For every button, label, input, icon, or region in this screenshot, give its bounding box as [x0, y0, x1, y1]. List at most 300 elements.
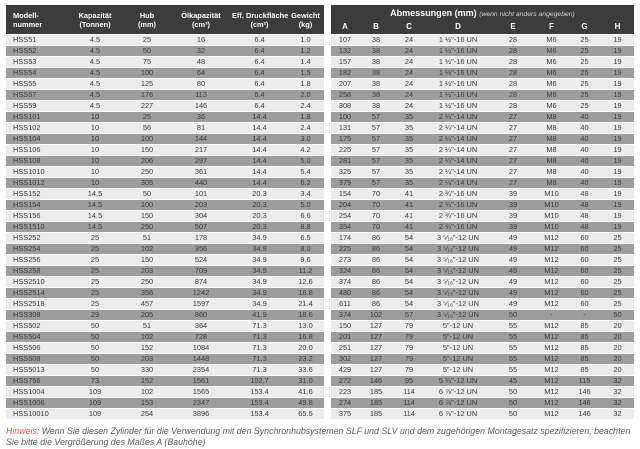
table-cell: 174 [338, 233, 352, 242]
row-spec-cells [6, 222, 324, 232]
table-cell: 150 [140, 255, 154, 264]
table-cell: 25 [90, 299, 100, 308]
table-cell: 32 [613, 409, 622, 418]
table-cell: 153.4 [250, 387, 269, 396]
table-cell: 65.5 [298, 409, 313, 418]
table-cell: 49 [508, 277, 518, 286]
table-cell: 3 ⁵⁄₁₆"-12 UN [437, 299, 479, 308]
table-cell: 20.3 [252, 222, 267, 231]
table-cell: 8.0 [300, 244, 311, 253]
table-cell: 38 [371, 46, 381, 55]
table-row [6, 255, 634, 266]
row-spec-cells [6, 321, 324, 331]
column-header-effective-area [232, 11, 287, 29]
table-cell: M12 [544, 244, 559, 253]
table-cell: 57 [404, 310, 414, 319]
table-cell: 4.5 [89, 90, 101, 99]
table-cell: 153.4 [250, 398, 269, 407]
table-cell: 49 [508, 288, 518, 297]
row-spec-cells [6, 156, 324, 166]
table-cell: 35 [404, 112, 414, 121]
table-cell: 114 [403, 409, 415, 418]
table-cell: 127 [369, 354, 383, 363]
column-header-capacity [66, 11, 124, 29]
table-cell: 6.4 [254, 79, 265, 88]
table-cell: 19 [613, 79, 622, 88]
table-cell: 153 [140, 398, 154, 407]
table-cell: 250 [140, 167, 154, 176]
spec-table [6, 5, 634, 420]
table-cell: M12 [544, 354, 559, 363]
model-number-cell: HSS152 [13, 189, 41, 198]
table-cell: 86 [371, 255, 381, 264]
table-cell: 107 [338, 35, 352, 44]
row-spec-cells [6, 101, 324, 111]
table-cell: 20 [613, 332, 622, 341]
model-number-cell: HSS504 [13, 332, 41, 341]
row-dimension-cells [331, 222, 634, 232]
table-cell: 305 [140, 178, 154, 187]
row-dimension-cells [331, 365, 634, 375]
table-cell: 25 [613, 255, 622, 264]
column-header-line1: Ölkapazität [181, 10, 221, 20]
table-cell: 24 [404, 68, 414, 77]
table-cell: 38 [371, 101, 381, 110]
table-cell: 2 ¼"-14 UN [438, 134, 478, 143]
table-row [6, 123, 634, 134]
table-cell: 38 [371, 79, 381, 88]
table-cell: 152 [140, 343, 154, 352]
table-cell: 6 ⅞"-12 UN [438, 387, 478, 396]
table-cell: M12 [544, 387, 559, 396]
table-row [6, 134, 634, 145]
table-cell: 50 [90, 321, 100, 330]
row-spec-cells [6, 233, 324, 243]
table-cell: 23.2 [298, 354, 313, 363]
table-gap [324, 387, 331, 397]
table-cell: 1.0 [300, 35, 311, 44]
row-spec-cells [6, 387, 324, 397]
table-cell: 54 [404, 277, 414, 286]
table-gap [324, 90, 331, 100]
table-cell: 507 [194, 222, 208, 231]
table-cell: 250 [140, 222, 154, 231]
model-number-cell: HSS1004 [13, 387, 45, 396]
model-number-cell: HSS106 [13, 145, 41, 154]
column-header-line2: (Tonnen) [79, 19, 111, 29]
row-dimension-cells [331, 90, 634, 100]
table-cell: 9.6 [300, 255, 311, 264]
table-cell: 146 [369, 376, 383, 385]
table-gap [324, 46, 331, 56]
table-cell: M6 [546, 101, 557, 110]
row-dimension-cells [331, 354, 634, 364]
table-cell: 34.9 [252, 288, 267, 297]
model-number-cell: HSS57 [13, 90, 37, 99]
model-number-cell: HSS5013 [13, 365, 45, 374]
table-cell: 21.4 [298, 299, 313, 308]
table-cell: 480 [338, 288, 352, 297]
table-cell: 3.4 [300, 189, 311, 198]
table-cell: 40 [580, 134, 589, 143]
table-cell: 2 ¾"-16 UN [438, 189, 478, 198]
row-spec-cells [6, 200, 324, 210]
table-cell: 2 ¾"-16 UN [438, 211, 478, 220]
model-number-cell: HSS55 [13, 79, 37, 88]
table-cell: 19 [613, 222, 622, 231]
table-cell: M12 [544, 365, 559, 374]
table-cell: 14.4 [252, 134, 267, 143]
table-cell: 32 [613, 398, 622, 407]
table-row [6, 288, 634, 299]
table-cell: 1448 [192, 354, 210, 363]
table-cell: 364 [194, 321, 208, 330]
table-gap [324, 233, 331, 243]
table-cell: 2354 [192, 365, 210, 374]
table-cell: 31.0 [298, 376, 313, 385]
table-cell: 132 [338, 46, 352, 55]
table-cell: 41.9 [252, 310, 267, 319]
table-row [6, 233, 634, 244]
table-cell: 115 [578, 376, 591, 385]
table-cell: 127 [369, 343, 383, 352]
row-spec-cells [6, 288, 324, 298]
table-cell: 5.0 [300, 200, 311, 209]
table-cell: 203 [140, 354, 154, 363]
table-cell: 125 [140, 79, 154, 88]
table-cell: 709 [194, 266, 208, 275]
table-cell: 54 [404, 299, 414, 308]
table-cell: 70 [371, 211, 381, 220]
table-row [6, 145, 634, 156]
table-cell: 34.9 [252, 277, 267, 286]
table-cell: 1 ½"-16 UN [438, 101, 478, 110]
row-spec-cells [6, 178, 324, 188]
row-spec-cells [6, 145, 324, 155]
model-number-cell: HSS308 [13, 310, 41, 319]
table-cell: 324 [338, 266, 352, 275]
table-cell: M12 [544, 266, 559, 275]
row-spec-cells [6, 376, 324, 386]
table-row [6, 365, 634, 376]
table-cell: 176 [140, 90, 154, 99]
table-cell: 5"-12 UN [442, 321, 474, 330]
table-cell: 85 [580, 365, 589, 374]
row-dimension-cells [331, 233, 634, 243]
table-cell: 251 [338, 343, 352, 352]
table-cell: 102 [369, 310, 383, 319]
table-cell: 35 [404, 178, 414, 187]
table-cell: 55 [508, 365, 518, 374]
footnote-text: Wenn Sie diesen Zylinder für die Verwendung mit den Synchronhubsystemen SLF und SLV und dem zugehörigen Montagesatz spezifizieren, beachten Sie bitte die Vergrößerung des Maßes A (Bauhöhe) [6, 426, 631, 447]
table-cell: 2 ¼"-14 UN [438, 112, 478, 121]
table-gap [324, 365, 331, 375]
table-cell: M12 [544, 376, 559, 385]
table-cell: 109 [88, 398, 102, 407]
table-cell: 1565 [192, 387, 210, 396]
table-cell: 81 [196, 123, 206, 132]
table-cell: 71.3 [252, 332, 267, 341]
table-cell: 50 [90, 354, 100, 363]
model-number-cell: HSS2518 [13, 299, 45, 308]
table-cell: 50 [508, 398, 518, 407]
table-row [6, 398, 634, 409]
table-cell: 4.5 [89, 57, 101, 66]
table-cell: 25 [90, 266, 100, 275]
table-cell: 56 [142, 123, 152, 132]
table-cell: 32 [196, 46, 206, 55]
table-cell: M8 [546, 167, 557, 176]
table-cell: 14.5 [87, 189, 103, 198]
table-cell: M6 [546, 79, 557, 88]
table-cell: 50 [508, 409, 518, 418]
table-cell: 60 [580, 233, 589, 242]
table-row [6, 376, 634, 387]
table-cell: 41 [404, 189, 414, 198]
table-cell: 34.9 [252, 244, 267, 253]
row-dimension-cells [331, 332, 634, 342]
table-cell: 144 [194, 134, 208, 143]
table-cell: 6.6 [300, 211, 311, 220]
table-cell: 185 [369, 398, 383, 407]
table-cell: 14.4 [252, 178, 267, 187]
table-row [6, 68, 634, 79]
table-cell: 35 [404, 156, 414, 165]
table-cell: 54 [404, 233, 414, 242]
model-number-cell: HSS54 [13, 68, 37, 77]
table-cell: 102 [140, 244, 154, 253]
table-cell: 40 [580, 112, 589, 121]
table-cell: 100 [140, 134, 154, 143]
table-cell: 25 [580, 35, 589, 44]
table-cell: 4.5 [89, 46, 101, 55]
table-cell: 6.4 [254, 101, 265, 110]
table-cell: 2 ¼"-14 UN [438, 178, 478, 187]
table-cell: 79 [404, 321, 414, 330]
model-number-cell: HSS59 [13, 101, 37, 110]
table-cell: 20 [613, 354, 622, 363]
column-header-line1: Hub [139, 10, 155, 20]
table-cell: 35 [404, 167, 414, 176]
table-cell: 6 ⅞"-12 UN [438, 398, 478, 407]
row-dimension-cells [331, 123, 634, 133]
table-cell: 5"-12 UN [442, 343, 474, 352]
table-cell: M12 [544, 255, 559, 264]
table-cell: 80 [196, 79, 206, 88]
row-dimension-cells [331, 134, 634, 144]
table-row [6, 46, 634, 57]
table-cell: 113 [195, 90, 207, 99]
table-cell: 3 ⁵⁄₁₆"-12 UN [437, 233, 479, 242]
model-number-cell: HSS104 [13, 134, 41, 143]
table-cell: 102 [140, 387, 154, 396]
table-cell: M6 [546, 68, 557, 77]
table-cell: 51 [142, 321, 152, 330]
table-cell: 19 [613, 101, 622, 110]
table-cell: 60 [580, 288, 589, 297]
table-cell: 86 [371, 233, 381, 242]
table-cell: 457 [140, 299, 154, 308]
table-cell: 20 [613, 343, 622, 352]
table-cell: M12 [544, 299, 559, 308]
table-cell: 325 [338, 167, 352, 176]
table-cell: 146 [578, 409, 591, 418]
table-gap [324, 299, 331, 309]
table-row [6, 409, 634, 420]
table-cell: 152 [140, 376, 154, 385]
column-header-line1: Modell- [13, 10, 39, 20]
table-cell: 25 [613, 233, 622, 242]
table-cell: 860 [194, 310, 208, 319]
table-gap [324, 266, 331, 276]
model-number-cell: HSS256 [13, 255, 41, 264]
model-number-cell: HSS51 [13, 35, 37, 44]
model-number-cell: HSS506 [13, 343, 41, 352]
table-cell: 50 [508, 310, 518, 319]
table-cell: 79 [404, 365, 414, 374]
row-dimension-cells [331, 288, 634, 298]
table-cell: M6 [546, 35, 557, 44]
table-cell: 1 ½"-16 UN [438, 46, 478, 55]
table-cell: 57 [371, 178, 381, 187]
table-cell: 206 [140, 156, 154, 165]
table-cell: 40 [580, 167, 589, 176]
table-cell: 5"-12 UN [442, 354, 474, 363]
table-cell: M12 [544, 409, 559, 418]
row-spec-cells [6, 112, 324, 122]
table-cell: M8 [546, 145, 557, 154]
table-cell: 19 [613, 200, 622, 209]
table-cell: 38 [371, 57, 381, 66]
row-dimension-cells [331, 244, 634, 254]
table-cell: 19 [613, 68, 622, 77]
table-cell: 73 [90, 376, 100, 385]
table-cell: 281 [338, 156, 352, 165]
table-cell: 60 [580, 266, 589, 275]
table-gap [324, 310, 331, 320]
table-cell: 25 [142, 112, 152, 121]
table-cell: 273 [338, 255, 352, 264]
table-cell: 6.4 [254, 46, 265, 55]
table-cell: - [583, 310, 586, 319]
table-cell: 14.4 [252, 123, 267, 132]
row-dimension-cells [331, 68, 634, 78]
column-header-weight [287, 11, 324, 29]
table-cell: 182 [338, 68, 352, 77]
table-cell: 272 [338, 376, 352, 385]
table-cell: 50 [90, 365, 100, 374]
table-cell: 1242 [192, 288, 210, 297]
table-cell: 27 [508, 167, 518, 176]
row-spec-cells [6, 46, 324, 56]
table-cell: 39 [508, 189, 518, 198]
table-gap [324, 68, 331, 78]
row-dimension-cells [331, 167, 634, 177]
table-cell: 4.5 [89, 79, 101, 88]
table-cell: 64 [196, 68, 206, 77]
table-cell: 55 [508, 332, 518, 341]
table-cell: 28 [508, 35, 518, 44]
table-cell: 1 ½"-16 UN [438, 57, 478, 66]
table-cell: 49 [508, 233, 518, 242]
table-cell: 54 [404, 255, 414, 264]
table-cell: 50 [142, 189, 152, 198]
table-cell: 24 [404, 79, 414, 88]
table-cell: 1597 [192, 299, 210, 308]
table-cell: 178 [194, 233, 208, 242]
table-row [6, 299, 634, 310]
table-cell: 57 [371, 112, 381, 121]
table-cell: 14.4 [252, 156, 267, 165]
table-cell: 20.3 [252, 189, 267, 198]
table-cell: 85 [580, 354, 589, 363]
table-cell: 35 [404, 145, 414, 154]
table-cell: 150 [338, 321, 352, 330]
table-gap [324, 255, 331, 265]
table-cell: 20.0 [298, 343, 313, 352]
table-cell: 60 [580, 299, 589, 308]
row-spec-cells [6, 255, 324, 265]
table-cell: 49 [508, 266, 518, 275]
table-cell: 24 [404, 46, 414, 55]
table-cell: 4.2 [300, 145, 311, 154]
table-cell: 40 [580, 145, 589, 154]
table-cell: 1.8 [300, 112, 311, 121]
row-spec-cells [6, 90, 324, 100]
table-cell: M12 [544, 277, 559, 286]
table-cell: 27 [508, 112, 518, 121]
table-cell: 6 ⅞"-12 UN [438, 409, 478, 418]
table-cell: 25 [580, 79, 589, 88]
table-cell: 34.9 [252, 299, 267, 308]
table-row [6, 277, 634, 288]
table-cell: 28 [508, 90, 518, 99]
table-cell: M6 [546, 57, 557, 66]
table-cell: 12.6 [298, 277, 313, 286]
column-header-h: H [614, 22, 621, 31]
table-row [6, 35, 634, 46]
model-number-cell: HSS156 [13, 211, 41, 220]
row-spec-cells [6, 409, 324, 419]
table-cell: 611 [339, 299, 351, 308]
table-cell: 50 [142, 46, 152, 55]
table-gap [324, 376, 331, 386]
table-row [6, 354, 634, 365]
table-cell: 374 [338, 277, 352, 286]
table-cell: 154 [338, 189, 352, 198]
table-cell: 51 [142, 233, 152, 242]
table-cell: M8 [546, 156, 557, 165]
table-cell: 330 [140, 365, 154, 374]
table-cell: 127 [369, 365, 383, 374]
table-row [6, 332, 634, 343]
table-cell: 86 [371, 288, 381, 297]
row-dimension-cells [331, 387, 634, 397]
table-cell: 85 [580, 321, 589, 330]
table-cell: 3 ⁵⁄₁₆"-12 UN [437, 244, 479, 253]
table-gap [324, 5, 331, 34]
table-cell: 5.4 [300, 167, 311, 176]
table-cell: 874 [194, 277, 208, 286]
table-cell: 14.5 [87, 200, 103, 209]
table-gap [324, 200, 331, 210]
column-header-line2: (cm²) [250, 19, 269, 29]
table-cell: 1.4 [300, 57, 311, 66]
table-gap [324, 167, 331, 177]
table-cell: 27 [508, 145, 518, 154]
table-cell: 5"-12 UN [442, 332, 474, 341]
table-cell: 109 [88, 387, 102, 396]
